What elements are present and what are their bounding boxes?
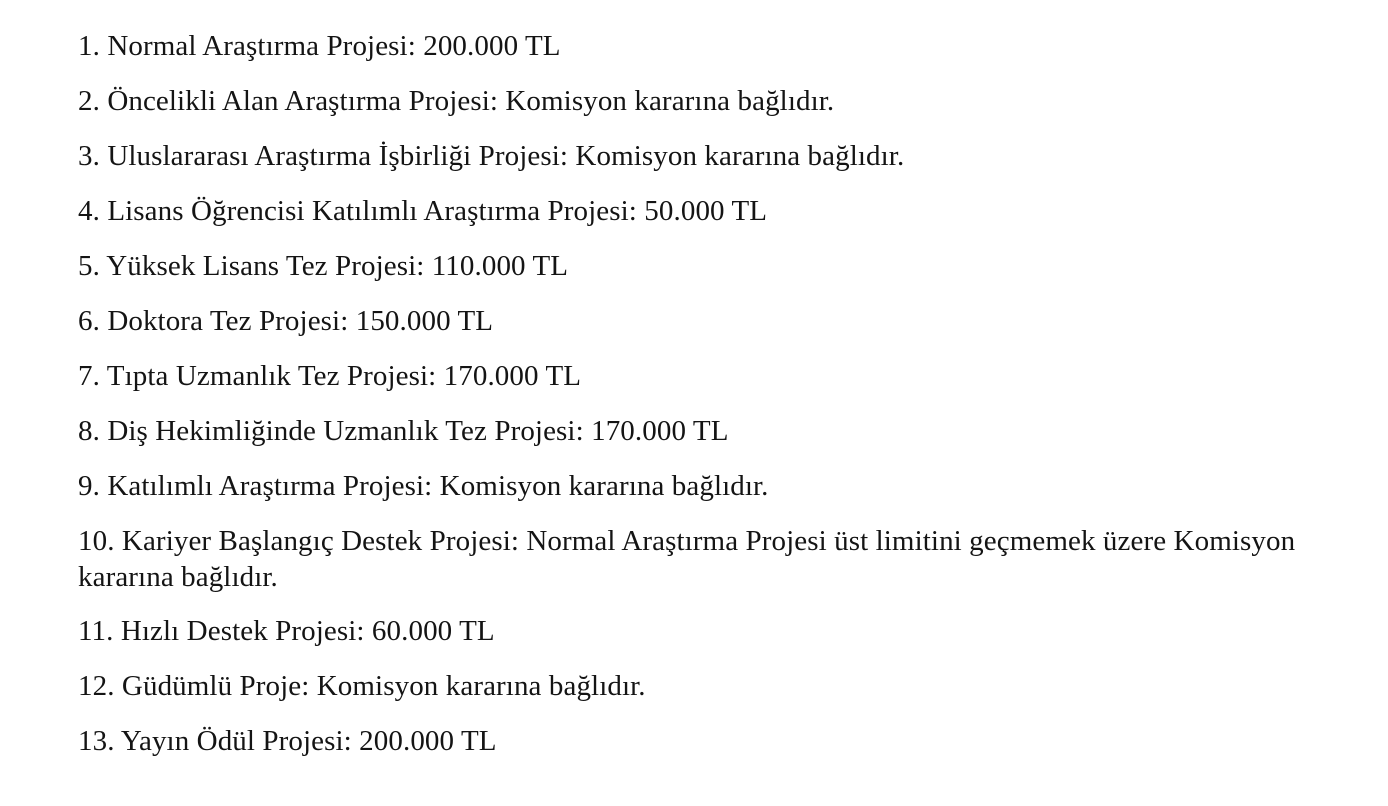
list-item <box>78 28 1334 64</box>
item-number: 11. <box>78 615 114 647</box>
list-item <box>78 413 1334 449</box>
list-item <box>78 723 1334 759</box>
project-budget-list <box>78 28 1334 778</box>
list-item <box>78 248 1334 284</box>
item-text: Kariyer Başlangıç Destek Projesi: Normal Araştırma Projesi üst limitini geçmemek üzere Komisyon kararına bağlıdır. <box>78 525 1296 593</box>
item-text: Katılımlı Araştırma Projesi: Komisyon kararına bağlıdır. <box>107 470 769 502</box>
item-number: 10. <box>78 525 115 557</box>
list-item <box>78 468 1334 504</box>
item-text: Hızlı Destek Projesi: 60.000 TL <box>120 615 495 647</box>
item-number: 6. <box>78 305 100 337</box>
item-number: 1. <box>78 30 100 62</box>
list-item <box>78 358 1334 394</box>
item-number: 5. <box>78 250 100 282</box>
item-number: 13. <box>78 725 115 757</box>
item-text: Doktora Tez Projesi: 150.000 TL <box>107 305 494 337</box>
list-item <box>78 138 1334 174</box>
item-text: Uluslararası Araştırma İşbirliği Projesi: Komisyon kararına bağlıdır. <box>107 140 905 172</box>
list-item <box>78 83 1334 119</box>
list-item <box>78 613 1334 649</box>
item-text: Yayın Ödül Projesi: 200.000 TL <box>120 725 497 757</box>
list-item <box>78 523 1334 595</box>
item-number: 9. <box>78 470 100 502</box>
item-text: Diş Hekimliğinde Uzmanlık Tez Projesi: 170.000 TL <box>107 415 729 447</box>
item-text: Tıpta Uzmanlık Tez Projesi: 170.000 TL <box>106 360 582 392</box>
item-number: 7. <box>78 360 100 392</box>
item-text: Lisans Öğrencisi Katılımlı Araştırma Projesi: 50.000 TL <box>107 195 768 227</box>
item-number: 2. <box>78 85 100 117</box>
list-item <box>78 303 1334 339</box>
list-item <box>78 668 1334 704</box>
list-item <box>78 193 1334 229</box>
item-text: Yüksek Lisans Tez Projesi: 110.000 TL <box>106 250 569 282</box>
item-text: Normal Araştırma Projesi: 200.000 TL <box>107 30 561 62</box>
item-text: Güdümlü Proje: Komisyon kararına bağlıdır. <box>121 670 646 702</box>
item-number: 12. <box>78 670 115 702</box>
item-text: Öncelikli Alan Araştırma Projesi: Komisyon kararına bağlıdır. <box>107 85 835 117</box>
item-number: 4. <box>78 195 100 227</box>
item-number: 8. <box>78 415 100 447</box>
item-number: 3. <box>78 140 100 172</box>
